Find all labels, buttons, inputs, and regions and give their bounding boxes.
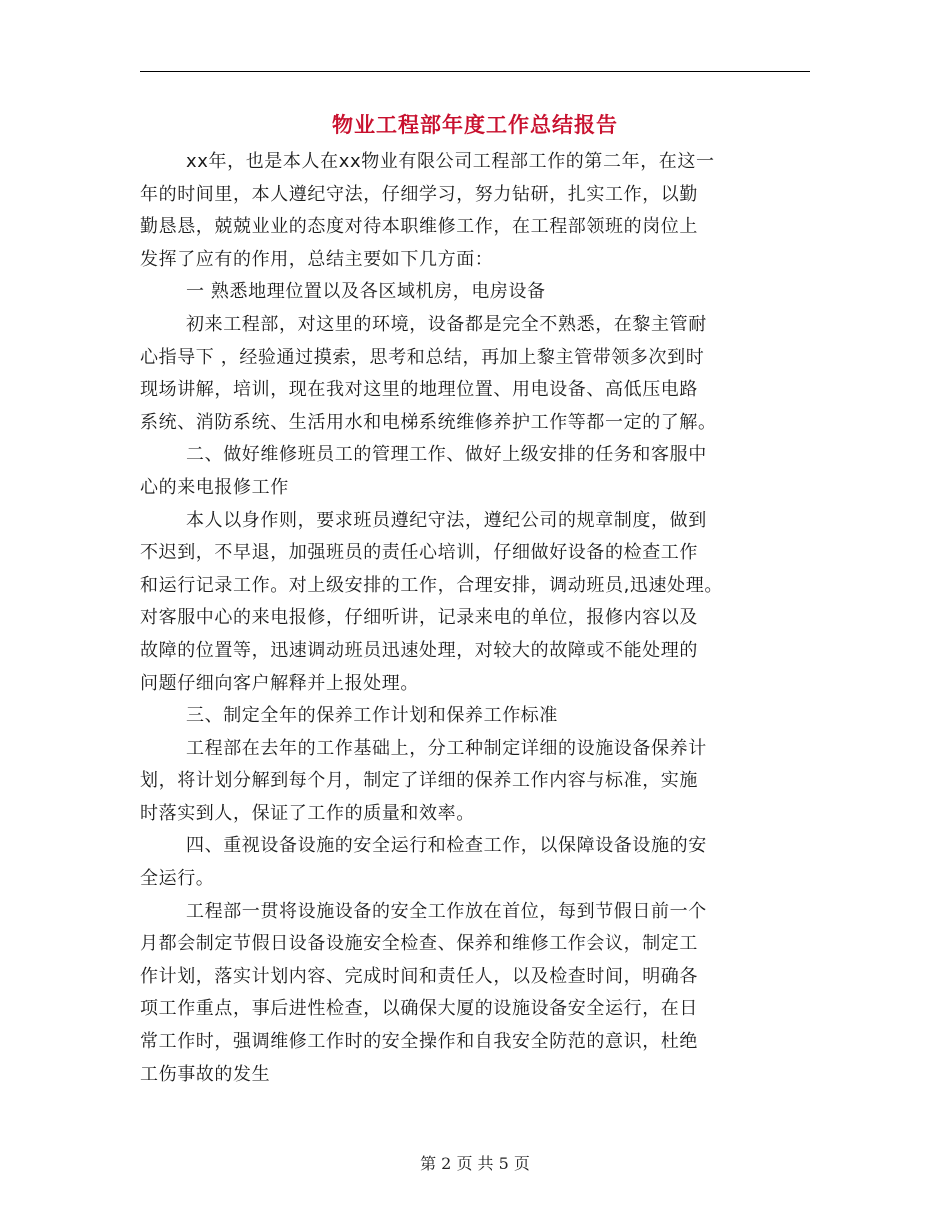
body-line: 心指导下 ，经验通过摸索，思考和总结，再加上黎主管带领多次到时: [140, 346, 705, 368]
header-rule: [140, 71, 810, 72]
body-line: 发挥了应有的作用，总结主要如下几方面：: [140, 248, 494, 270]
body-line: 二、做好维修班员工的管理工作、做好上级安排的任务和客服中: [186, 444, 707, 466]
body-line: 工程部在去年的工作基础上，分工种制定详细的设施设备保养计: [186, 737, 707, 759]
body-line: xx年，也是本人在xx物业有限公司工程部工作的第二年，在这一: [186, 151, 715, 172]
body-line: 勤恳恳，兢兢业业的态度对待本职维修工作，在工程部领班的岗位上: [140, 216, 698, 238]
body-line: 本人以身作则，要求班员遵纪守法，遵纪公司的规章制度，做到: [186, 509, 707, 531]
body-line: 对客服中心的来电报修，仔细听讲，记录来电的单位，报修内容以及: [140, 607, 698, 629]
body-line: 现场讲解，培训，现在我对这里的地理位置、用电设备、高低压电路: [140, 379, 698, 401]
body-line: 初来工程部，对这里的环境，设备都是完全不熟悉，在黎主管耐: [186, 313, 707, 335]
body-line: 问题仔细向客户解释并上报处理。: [140, 672, 419, 694]
page-number-footer: 第 2 页 共 5 页: [420, 1154, 530, 1173]
body-line: 故障的位置等，迅速调动班员迅速处理，对较大的故障或不能处理的: [140, 639, 698, 661]
body-line: 常工作时，强调维修工作时的安全操作和自我安全防范的意识，杜绝: [140, 1031, 698, 1053]
body-line: 时落实到人，保证了工作的质量和效率。: [140, 802, 475, 824]
body-line: 工程部一贯将设施设备的安全工作放在首位，每到节假日前一个: [186, 900, 707, 922]
body-line: 项工作重点，事后进性检查，以确保大厦的设施设备安全运行，在日: [140, 998, 698, 1020]
body-line: 划，将计划分解到每个月，制定了详细的保养工作内容与标准，实施: [140, 770, 698, 792]
document-title: 物业工程部年度工作总结报告: [332, 113, 618, 137]
body-line: 心的来电报修工作: [140, 476, 289, 498]
body-line: 系统、消防系统、生活用水和电梯系统维修养护工作等都一定的了解。: [140, 411, 717, 433]
body-line: 和运行记录工作。对上级安排的工作，合理安排，调动班员,迅速处理。: [140, 574, 723, 596]
body-line: 工伤事故的发生: [140, 1063, 271, 1085]
body-line: 年的时间里，本人遵纪守法，仔细学习，努力钻研，扎实工作，以勤: [140, 183, 698, 205]
body-line: 全运行。: [140, 868, 215, 890]
body-line: 月都会制定节假日设备设施安全检查、保养和维修工作会议，制定工: [140, 933, 698, 955]
document-body: [140, 146, 820, 1091]
body-line: 不迟到，不早退，加强班员的责任心培训，仔细做好设备的检查工作: [140, 542, 698, 564]
body-line: 四、重视设备设施的安全运行和检查工作，以保障设备设施的安: [186, 835, 707, 857]
body-line: 作计划，落实计划内容、完成时间和责任人，以及检查时间，明确各: [140, 965, 698, 987]
body-line: 三、制定全年的保养工作计划和保养工作标准: [186, 705, 558, 727]
body-line: 一 熟悉地理位置以及各区域机房，电房设备: [186, 281, 546, 303]
